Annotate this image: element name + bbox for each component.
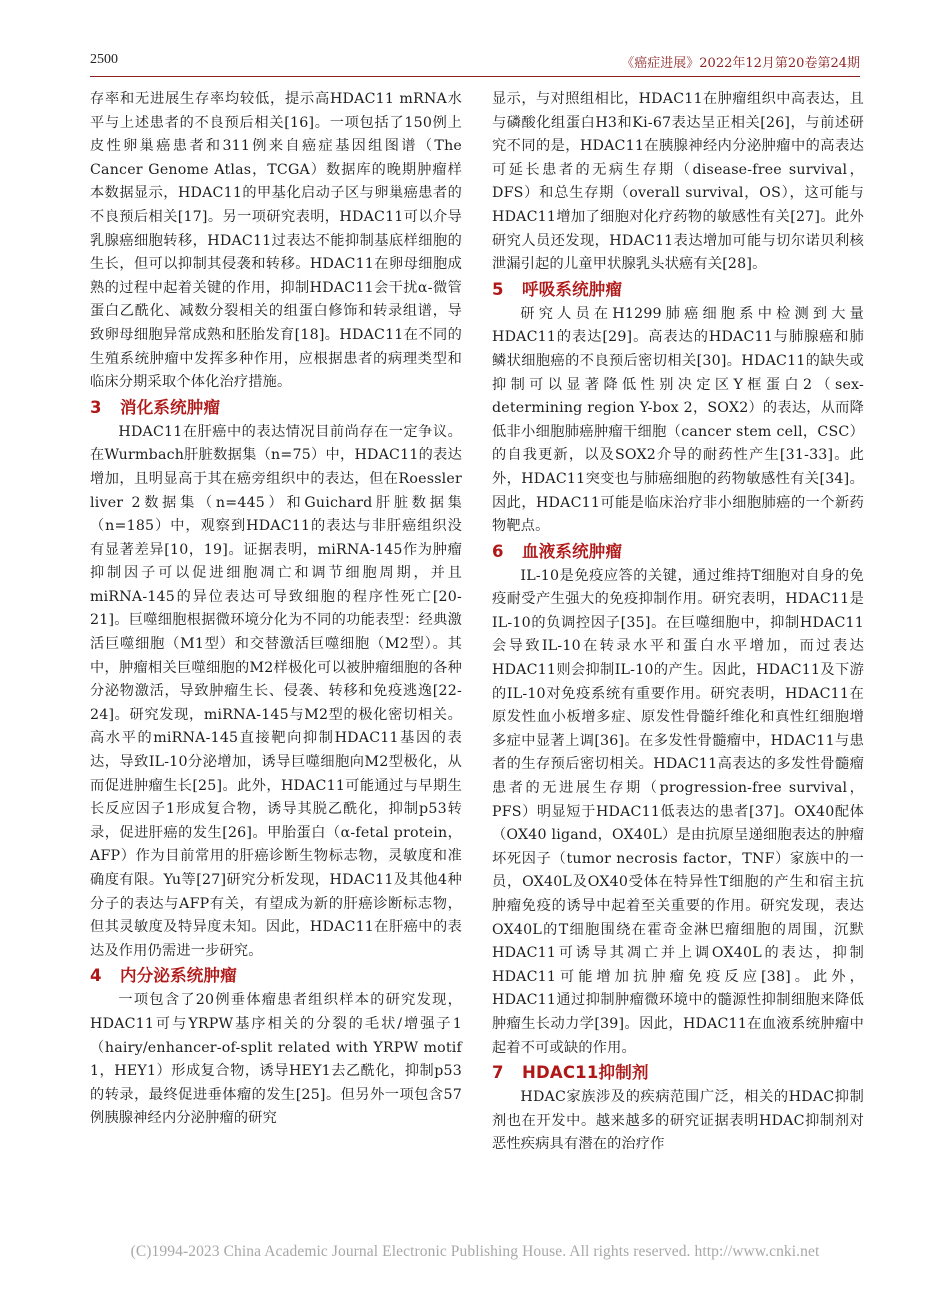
right-column (492, 88, 864, 1157)
left-column (90, 88, 462, 1131)
paragraph: HDAC11在肝癌中的表达情况目前尚存在一定争议。在Wurmbach肝脏数据集（n=75）中，HDAC11的表达增加，且明显高于其在癌旁组织中的表达，但在Roessler liver 2数据集（n=445）和Guichard肝脏数据集（n=185）中，观察到HDAC11的表达与非肝癌组织没有显著差异[10，19]。证据表明，miRNA-145作为肿瘤抑制因子可以促进细胞凋亡和调节细胞周期，并且miRNA-145的异位表达可导致细胞的程序性死亡[20-21]。巨噬细胞根据微环境分化为不同的功能表型：经典激活巨噬细胞（M1型）和交替激活巨噬细胞（M2型）。其中，肿瘤相关巨噬细胞的M2样极化可以被肿瘤细胞的各种分泌物激活，导致肿瘤生长、侵袭、转移和免疫逃逸[22-24]。研究发现，miRNA-145与M2型的极化密切相关。高水平的miRNA-145直接靶向抑制HDAC11基因的表达，导致IL-10分泌增加，诱导巨噬细胞向M2型极化，从而促进肿瘤生长[25]。此外，HDAC11可能通过与早期生长反应因子1形成复合物，诱导其脱乙酰化，抑制p53转录，促进肝癌的发生[26]。甲胎蛋白（α-fetal protein，AFP）作为目前常用的肝癌诊断生物标志物，灵敏度和准确度有限。Yu等[27]研究分析发现，HDAC11及其他4种分子的表达与AFP有关，有望成为新的肝癌诊断标志物，但其灵敏度及特异度未知。因此，HDAC11在肝癌中的表达及作用仍需进一步研究。 (90, 423, 462, 959)
section-title: HDAC11抑制剂 (522, 1063, 649, 1083)
paragraph: 研究人员在H1299肺癌细胞系中检测到大量HDAC11的表达[29]。高表达的HDAC11与肺腺癌和肺鳞状细胞癌的不良预后密切相关[30]。HDAC11的缺失或抑制可以显著降低性别决定区Y框蛋白2（sex-determining region Y-box 2，SOX2）的表达，从而降低非小细胞肺癌肿瘤干细胞（cancer stem cell，CSC）的自我更新，以及SOX2介导的耐药性产生[31-33]。此外，HDAC11突变也与肺癌细胞的药物敏感性有关[34]。因此，HDAC11可能是临床治疗非小细胞肺癌的一个新药物靶点。 (492, 305, 864, 535)
header-rule (90, 76, 860, 77)
section-number: 4 (90, 966, 102, 986)
section-heading-5 (492, 277, 864, 303)
copyright-footer: (C)1994-2023 China Academic Journal Electronic Publishing House. All rights reserved. http://www.cnki.net (130, 1243, 820, 1260)
section-number: 7 (492, 1063, 504, 1083)
paragraph: IL-10是免疫应答的关键，通过维持T细胞对自身的免疫耐受产生强大的免疫抑制作用。研究表明，HDAC11是IL-10的负调控因子[35]。在巨噬细胞中，抑制HDAC11会导致IL-10在转录水平和蛋白水平增加，而过表达HDAC11则会抑制IL-10的产生。因此，HDAC11及下游的IL-10对免疫系统有重要作用。研究表明，HDAC11在原发性血小板增多症、原发性骨髓纤维化和真性红细胞增多症中显著上调[36]。在多发性骨髓瘤中，HDAC11与患者的生存预后密切相关。HDAC11高表达的多发性骨髓瘤患者的无进展生存期（progression-free survival，PFS）明显短于HDAC11低表达的患者[37]。OX40配体（OX40 ligand，OX40L）是由抗原呈递细胞表达的肿瘤坏死因子（tumor necrosis factor，TNF）家族中的一员，OX40L及OX40受体在特异性T细胞的产生和宿主抗肿瘤免疫的诱导中起着至关重要的作用。研究发现，表达OX40L的T细胞围绕在霍奇金淋巴瘤细胞的周围，沉默HDAC11可诱导其凋亡并上调OX40L的表达，抑制HDAC11可能增加抗肿瘤免疫反应[38]。此外，HDAC11通过抑制肿瘤微环境中的髓源性抑制细胞来降低肿瘤生长动力学[39]。因此，HDAC11在血液系统肿瘤中起着不可或缺的作用。 (492, 567, 864, 1056)
section-title: 消化系统肿瘤 (120, 397, 221, 417)
section-number: 5 (492, 279, 504, 299)
section-heading-6 (492, 539, 864, 565)
section-heading-4 (90, 963, 462, 989)
section-heading-3 (90, 395, 462, 421)
section-number: 3 (90, 397, 102, 417)
page-header (90, 52, 860, 74)
page-number: 2500 (90, 52, 118, 67)
paragraph: 一项包含了20例垂体瘤患者组织样本的研究发现，HDAC11可与YRPW基序相关的分裂的毛状/增强子1（hairy/enhancer-of-split related with YRPW motif 1，HEY1）形成复合物，诱导HEY1去乙酰化，抑制p53的转录，最终促进垂体瘤的发生[25]。但另外一项包含57例胰腺神经内分泌肿瘤的研究 (90, 992, 462, 1127)
section-title: 血液系统肿瘤 (522, 541, 623, 561)
paragraph: HDAC家族涉及的疾病范围广泛，相关的HDAC抑制剂也在开发中。越来越多的研究证据表明HDAC抑制剂对恶性疾病具有潜在的治疗作 (492, 1089, 864, 1153)
journal-title: 《癌症进展》2022年12月第20卷第24期 (621, 56, 860, 71)
section-number: 6 (492, 541, 504, 561)
paragraph: 显示，与对照组相比，HDAC11在肿瘤组织中高表达，且与磷酸化组蛋白H3和Ki-67表达呈正相关[26]，与前述研究不同的是，HDAC11在胰腺神经内分泌肿瘤中的高表达可延长患者的无病生存期（disease-free survival，DFS）和总生存期（overall survival，OS），这可能与HDAC11增加了细胞对化疗药物的敏感性有关[27]。此外研究人员还发现，HDAC11表达增加可能与切尔诺贝利核泄漏引起的儿童甲状腺乳头状癌有关[28]。 (492, 91, 864, 273)
section-heading-7 (492, 1060, 864, 1086)
section-title: 呼吸系统肿瘤 (522, 279, 623, 299)
paragraph: 存率和无进展生存率均较低，提示高HDAC11 mRNA水平与上述患者的不良预后相关[16]。一项包括了150例上皮性卵巢癌患者和311例来自癌症基因组图谱（The Cancer Genome Atlas，TCGA）数据库的晚期肿瘤样本数据显示，HDAC11的甲基化启动子区与卵巢癌患者的不良预后相关[17]。另一项研究表明，HDAC11可以介导乳腺癌细胞转移，HDAC11过表达不能抑制基底样细胞的生长，但可以抑制其侵袭和转移。HDAC11在卵母细胞成熟的过程中起着关键的作用，抑制HDAC11会干扰α-微管蛋白乙酰化、减数分裂相关的组蛋白修饰和转录组谱，导致卵母细胞异常成熟和胚胎发育[18]。HDAC11在不同的生殖系统肿瘤中发挥多种作用，应根据患者的病理类型和临床分期采取个体化治疗措施。 (90, 91, 462, 391)
section-title: 内分泌系统肿瘤 (120, 966, 237, 986)
